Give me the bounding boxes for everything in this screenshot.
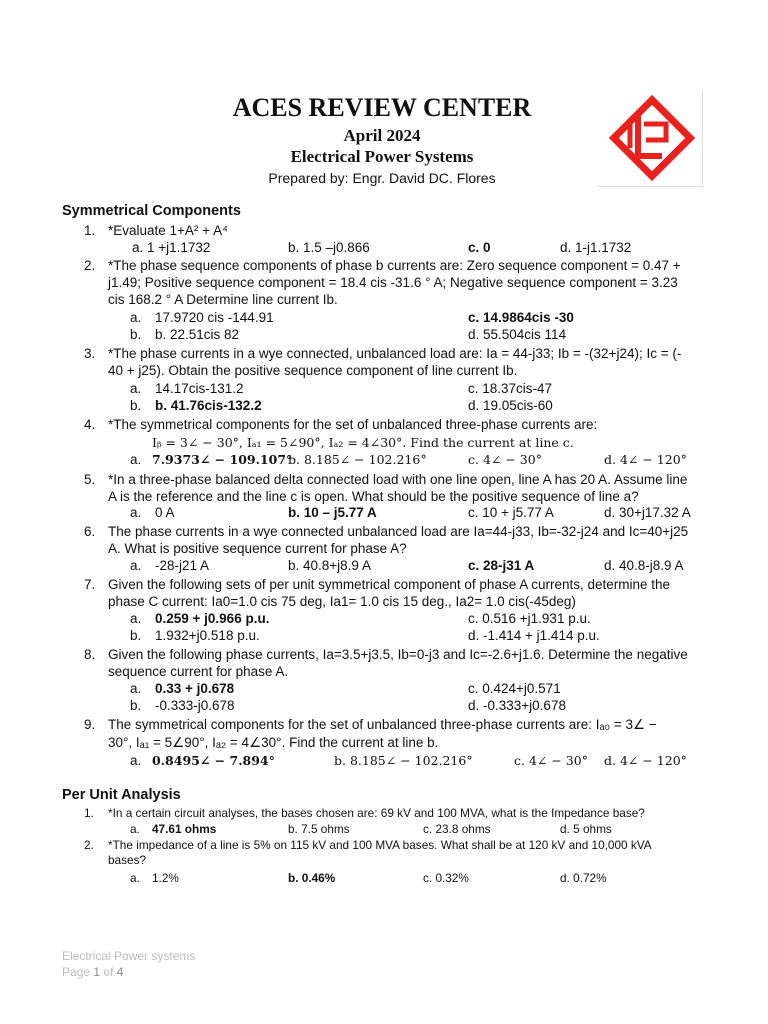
- question-number: 2.: [84, 258, 96, 273]
- question-text-line: *The phase currents in a wye connected, unbalanced load are: Ia = 44-j33; Ib = -(32+j24); Ic = (-: [108, 346, 682, 361]
- footer-page-of: of: [100, 965, 117, 979]
- aces-logo: [598, 92, 703, 187]
- option-d: d. 55.504cis 114: [468, 327, 567, 342]
- question-text-line: 30°, Iₐ₁ = 5∠90°, Iₐ₂ = 4∠30°. Find the current at line b.: [108, 735, 439, 750]
- option-c: c. 0.424+j0.571: [468, 681, 561, 696]
- question-text: *Evaluate 1+A² + A⁴: [108, 223, 228, 238]
- option-a: 47.61 ohms: [152, 822, 217, 836]
- question-text-line: A is the reference and the line c is open. What should be the positive sequence of line a?: [108, 489, 639, 504]
- option-a-letter: a.: [130, 611, 142, 626]
- option-c: c. 4∠ − 30°: [514, 753, 588, 768]
- question-text-line: The phase currents in a wye connected unbalanced load are Ia=44-j33, Ib=-32-j24 and Ic=40+j25: [108, 524, 689, 539]
- option-d: d. 40.8-j8.9 A: [604, 558, 684, 573]
- question-text-line: *The phase sequence components of phase b currents are: Zero sequence component = 0.47 +: [108, 258, 681, 273]
- option-a: 1.2%: [152, 871, 179, 885]
- question-text-line: The symmetrical components for the set of unbalanced three-phase currents are: Iₐ₀ = 3∠ −: [108, 717, 657, 732]
- question-equation: Iᵦ = 3∠ − 30°, Iₐ₁ = 5∠90°, Iₐ₂ = 4∠30°. Find the current at line c.: [152, 435, 574, 450]
- option-a-letter: a.: [130, 452, 142, 467]
- option-b-letter: b.: [130, 628, 142, 643]
- footer-title: Electrical Power systems: [62, 949, 196, 963]
- question-number: 8.: [84, 647, 96, 662]
- option-c: c. 0.516 +j1.931 p.u.: [468, 611, 591, 626]
- option-d: d. -0.333+j0.678: [468, 698, 566, 713]
- option-c: c. 23.8 ohms: [423, 822, 491, 836]
- question-text-line: Given the following sets of per unit symmetrical component of phase A currents, determine the: [108, 577, 671, 592]
- option-c: c. 28-j31 A: [468, 558, 535, 573]
- question-text-line: *The symmetrical components for the set of unbalanced three-phase currents are:: [108, 417, 598, 432]
- option-b-letter: b.: [130, 398, 142, 413]
- option-d: d. 30+j17.32 A: [604, 505, 691, 520]
- option-b: b. 1.5 –j0.866: [288, 240, 370, 255]
- question-text-line: cis 168.2 ° A Determine line current Ib.: [108, 292, 338, 307]
- option-a: 0 A: [155, 505, 175, 520]
- question-number: 7.: [84, 577, 96, 592]
- section-title-per-unit-analysis: Per Unit Analysis: [62, 787, 181, 803]
- option-c: c. 4∠ − 30°: [468, 452, 542, 467]
- option-d: d. -1.414 + j1.414 p.u.: [468, 628, 600, 643]
- option-d: d. 4∠ − 120°: [604, 452, 687, 467]
- option-a-letter: a.: [130, 558, 142, 573]
- option-a-letter: a.: [130, 822, 140, 836]
- option-a-letter: a.: [130, 505, 142, 520]
- question-number: 4.: [84, 417, 96, 432]
- question-text-line: *In a three-phase balanced delta connected load with one line open, line A has 20 A. Assume line: [108, 472, 688, 487]
- aces-logo-icon: [600, 94, 698, 182]
- option-b-letter: b.: [130, 698, 142, 713]
- question-text-line: Given the following phase currents, Ia=3.5+j3.5, Ib=0-j3 and Ic=-2.6+j1.6. Determine the negative: [108, 647, 688, 662]
- option-c: c. 0: [468, 240, 491, 255]
- option-c: c. 0.32%: [423, 871, 469, 885]
- option-b-letter: b.: [130, 327, 142, 342]
- section-title-symmetrical-components: Symmetrical Components: [62, 203, 241, 219]
- option-a-letter: a.: [130, 753, 142, 768]
- question-number: 6.: [84, 524, 96, 539]
- question-number: 5.: [84, 472, 96, 487]
- question-text-line: *The impedance of a line is 5% on 115 kV and 100 MVA bases. What shall be at 120 kV and 10,000 kVA: [108, 838, 652, 852]
- footer-page-prefix: Page: [62, 965, 94, 979]
- option-b: 1.932+j0.518 p.u.: [155, 628, 260, 643]
- option-c: c. 14.9864cis -30: [468, 310, 574, 325]
- footer-page-number: 1: [93, 965, 101, 979]
- option-d: d. 0.72%: [560, 871, 607, 885]
- option-b: b. 8.185∠ − 102.216°: [288, 452, 427, 467]
- footer-page: [62, 965, 123, 979]
- option-b: b. 22.51cis 82: [155, 327, 240, 342]
- option-a-letter: a.: [130, 310, 142, 325]
- option-b: b. 0.46%: [288, 871, 336, 885]
- question-number: 2.: [84, 838, 94, 852]
- option-c: c. 18.37cis-47: [468, 381, 553, 396]
- option-b: -0.333-j0.678: [155, 698, 235, 713]
- question-text-line: j1.49; Positive sequence component = 18.4 cis -31.6 ° A; Negative sequence component = 3.23: [108, 275, 678, 290]
- option-d: d. 5 ohms: [560, 822, 612, 836]
- option-a-letter: a.: [130, 871, 140, 885]
- option-d: d. 1-j1.1732: [560, 240, 632, 255]
- option-b: b. 10 – j5.77 A: [288, 505, 377, 520]
- question-number: 1.: [84, 806, 94, 820]
- option-a: 7.9373∠ − 109.107°: [152, 452, 293, 467]
- page-subject: Electrical Power Systems: [290, 147, 474, 166]
- question-text-line: A. What is positive sequence current for phase A?: [108, 541, 407, 556]
- option-a-letter: a.: [130, 681, 142, 696]
- question-text-line: sequence current for phase A.: [108, 664, 289, 679]
- option-c: c. 10 + j5.77 A: [468, 505, 554, 520]
- question-number: 3.: [84, 346, 96, 361]
- option-b: b. 8.185∠ − 102.216°: [334, 753, 473, 768]
- option-a-letter: a.: [130, 381, 142, 396]
- question-text-line: bases?: [108, 853, 147, 867]
- option-a: 14.17cis-131.2: [155, 381, 244, 396]
- option-a: 0.33 + j0.678: [155, 681, 235, 696]
- option-b: b. 40.8+j8.9 A: [288, 558, 371, 573]
- prepared-by: Prepared by: Engr. David DC. Flores: [268, 170, 496, 186]
- option-a: -28-j21 A: [155, 558, 210, 573]
- question-text: *In a certain circuit analyses, the bases chosen are: 69 kV and 100 MVA, what is the Impedance base?: [108, 806, 645, 820]
- option-a: 0.8495∠ − 7.894°: [152, 753, 275, 768]
- page-title: ACES REVIEW CENTER: [232, 93, 532, 122]
- question-number: 9.: [84, 717, 96, 732]
- option-d: d. 19.05cis-60: [468, 398, 553, 413]
- question-number: 1.: [84, 223, 96, 238]
- option-b: b. 41.76cis-132.2: [155, 398, 262, 413]
- page-date: April 2024: [343, 126, 421, 145]
- question-text-line: 40 + j25). Obtain the positive sequence component of line current Ib.: [108, 363, 518, 378]
- option-b: b. 7.5 ohms: [288, 822, 350, 836]
- option-a: a. 1 +j1.1732: [132, 240, 211, 255]
- option-a: 17.9720 cis -144.91: [155, 310, 274, 325]
- option-a: 0.259 + j0.966 p.u.: [155, 611, 270, 626]
- footer-page-total: 4: [116, 965, 124, 979]
- option-d: d. 4∠ − 120°: [604, 753, 687, 768]
- question-text-line: phase C current: Ia0=1.0 cis 75 deg, Ia1= 1.0 cis 15 deg., Ia2= 1.0 cis(-45deg): [108, 594, 576, 609]
